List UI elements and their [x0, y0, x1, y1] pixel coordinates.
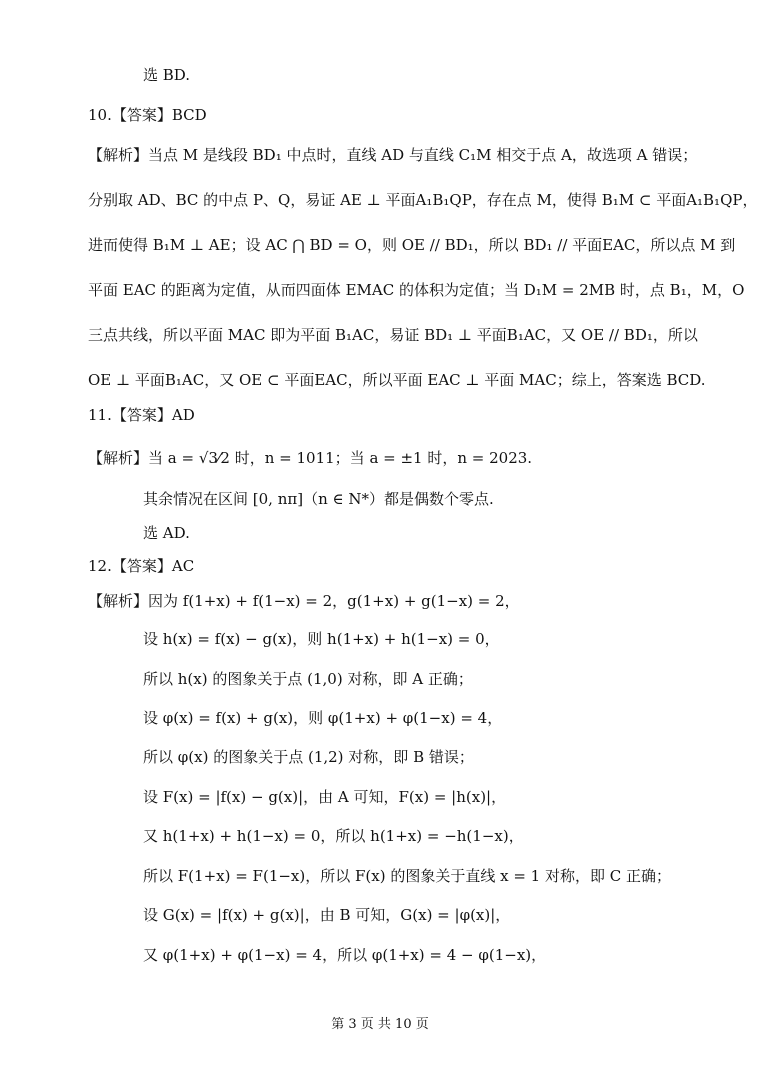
text-line: 设 F(x) = |f(x) − g(x)|，由 A 可知，F(x) = |h(x)|， [143, 788, 507, 806]
text-line: 分别取 AD、BC 的中点 P、Q，易证 AE ⊥ 平面A₁B₁QP，存在点 M，使得 B₁M ⊂ 平面A₁B₁QP， [88, 191, 758, 209]
text-line: 设 G(x) = |f(x) + g(x)|，由 B 可知，G(x) = |φ(x)|， [143, 906, 511, 924]
text-line: 所以 φ(x) 的图象关于点 (1,2) 对称，即 B 错误； [143, 748, 474, 766]
text-line: 选 BD. [143, 66, 191, 84]
text-line: 11.【答案】AD [88, 406, 195, 424]
text-line: 又 h(1+x) + h(1−x) = 0，所以 h(1+x) = −h(1−x)， [143, 827, 524, 845]
text-line: OE ⊥ 平面B₁AC，又 OE ⊂ 平面EAC，所以平面 EAC ⊥ 平面 MAC；综上，答案选 BCD. [88, 371, 706, 389]
text-line: 设 h(x) = f(x) − g(x)，则 h(1+x) + h(1−x) = 0， [143, 630, 500, 648]
text-line: 其余情况在区间 [0, nπ]（n ∈ N*）都是偶数个零点. [143, 490, 494, 508]
text-line: 三点共线，所以平面 MAC 即为平面 B₁AC，易证 BD₁ ⊥ 平面B₁AC，又 OE // BD₁，所以 [88, 326, 698, 344]
text-line: 平面 EAC 的距离为定值，从而四面体 EMAC 的体积为定值；当 D₁M = 2MB 时，点 B₁，M，O [88, 281, 745, 299]
text-line: 设 φ(x) = f(x) + g(x)，则 φ(1+x) + φ(1−x) = 4， [143, 709, 503, 727]
text-line: 10.【答案】BCD [88, 106, 207, 124]
text-line: 【解析】因为 f(1+x) + f(1−x) = 2，g(1+x) + g(1−x) = 2， [88, 592, 520, 610]
page-footer: 第 3 页 共 10 页 [331, 1017, 429, 1032]
text-line: 进而使得 B₁M ⊥ AE；设 AC ⋂ BD = O，则 OE // BD₁，所以 BD₁ // 平面EAC，所以点 M 到 [88, 236, 736, 254]
text-line: 又 φ(1+x) + φ(1−x) = 4，所以 φ(1+x) = 4 − φ(1−x)， [143, 946, 547, 964]
text-line: 所以 F(1+x) = F(1−x)，所以 F(x) 的图象关于直线 x = 1 对称，即 C 正确； [143, 867, 672, 885]
text-line: 【解析】当点 M 是线段 BD₁ 中点时，直线 AD 与直线 C₁M 相交于点 A，故选项 A 错误； [88, 146, 698, 164]
text-line: 所以 h(x) 的图象关于点 (1,0) 对称，即 A 正确； [143, 670, 473, 688]
text-line: 12.【答案】AC [88, 557, 195, 575]
text-line: 【解析】当 a = √3⁄2 时，n = 1011；当 a = ±1 时，n = 2023. [88, 449, 533, 467]
text-line: 选 AD. [143, 524, 190, 542]
